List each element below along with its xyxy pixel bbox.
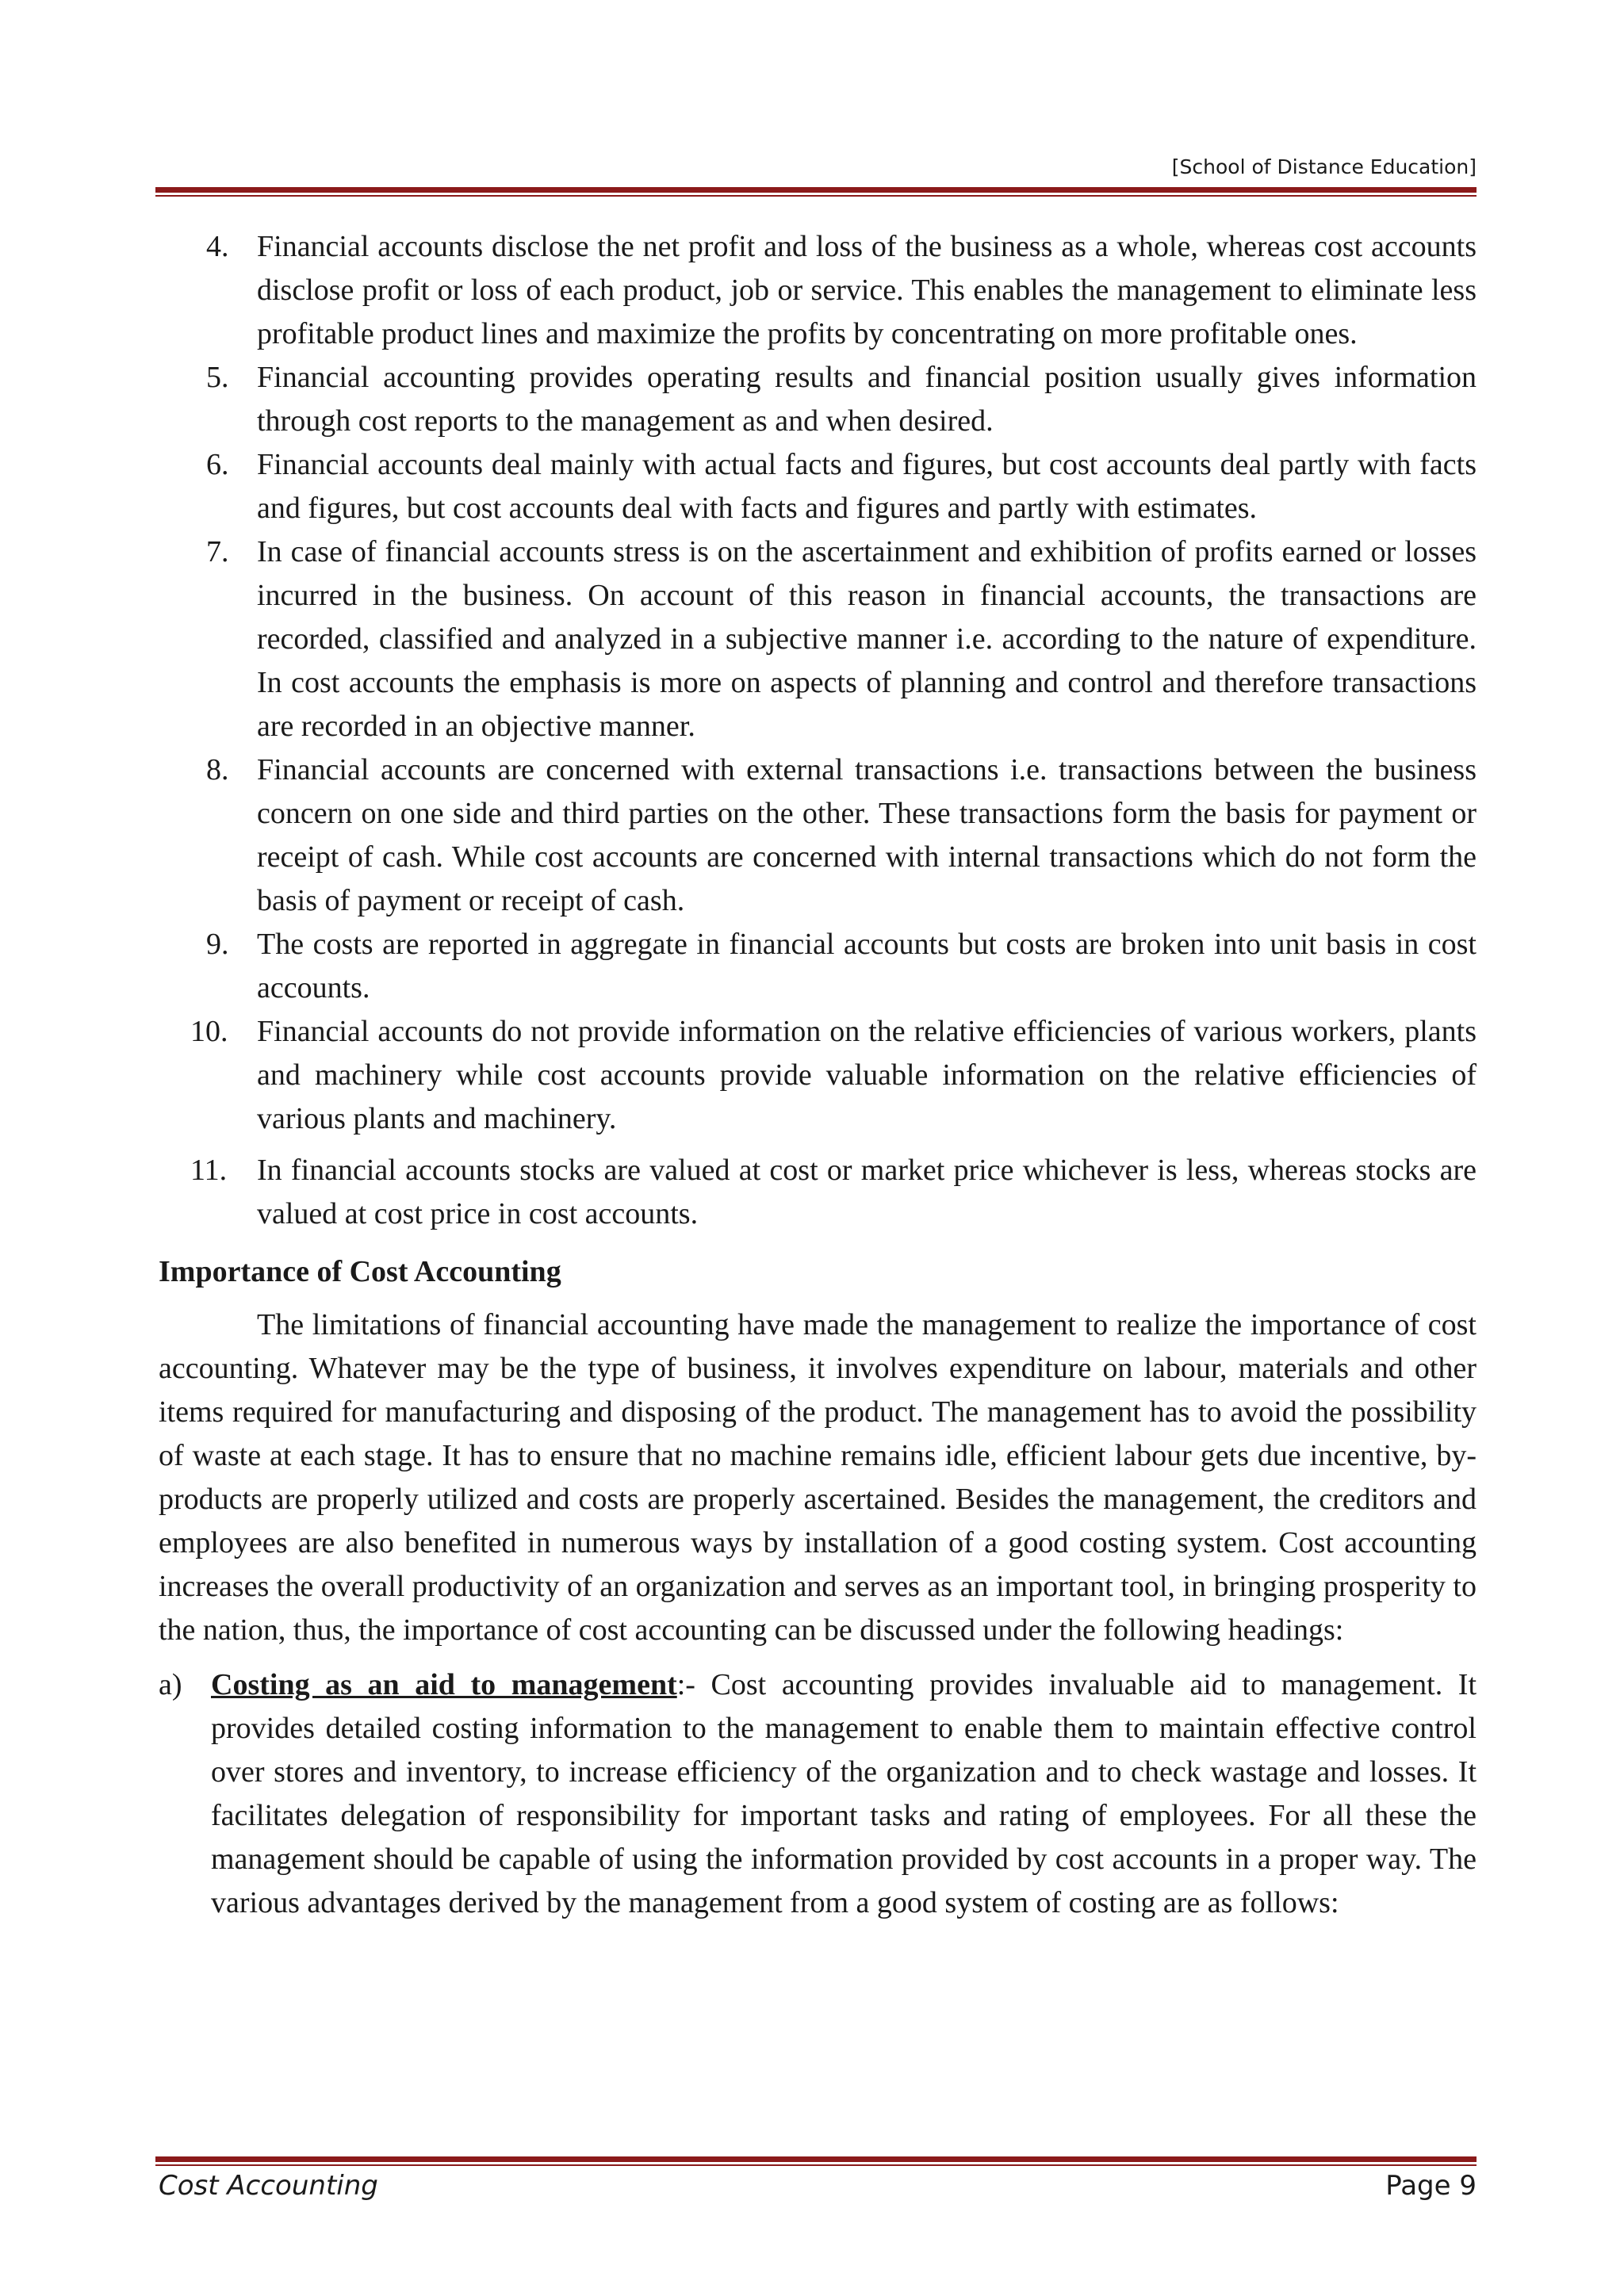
- lead-term: Costing as an aid to management: [211, 1668, 677, 1701]
- list-item: [159, 748, 1477, 923]
- list-number: 5.: [206, 361, 229, 394]
- numbered-list: [159, 225, 1477, 1236]
- page-body: [159, 225, 1477, 1925]
- list-number: 8.: [206, 753, 229, 786]
- list-item-text: Financial accounting provides operating results and financial position usually gives information through cost reports to the management as and when desired.: [257, 361, 1477, 438]
- list-item: [159, 356, 1477, 443]
- header-rule: [155, 187, 1477, 197]
- header-institution: [School of Distance Education]: [1171, 155, 1477, 178]
- list-item-text: In case of financial accounts stress is on the ascertainment and exhibition of profits earned or losses incurred in the business. On account of this reason in financial accounts, the transactions are recorded, classified and analyzed in a subjective manner i.e. according to the nature of expenditure. In cost accounts the emphasis is more on aspects of planning and control and therefore transactions are recorded in an objective manner.: [257, 535, 1477, 743]
- list-item: [159, 1663, 1477, 1925]
- list-number: 10.: [190, 1015, 228, 1048]
- list-item: [159, 443, 1477, 530]
- list-number: 9.: [206, 928, 229, 961]
- section-paragraph: The limitations of financial accounting have made the management to realize the importance of cost accounting. Whatever may be the type of business, it involves expenditure on labour, materials and other items required for manufacturing and disposing of the product. The management has to avoid the possibility of waste at each stage. It has to ensure that no machine remains idle, efficient labour gets due incentive, by-products are properly utilized and costs are properly ascertained. Besides the management, the creditors and employees are also benefited in numerous ways by installation of a good costing system. Cost accounting increases the overall productivity of an organization and serves as an important tool, in bringing prosperity to the nation, thus, the importance of cost accounting can be discussed under the following headings:: [159, 1308, 1477, 1647]
- list-marker: a): [159, 1668, 182, 1701]
- lettered-list: [159, 1663, 1477, 1925]
- list-item-text: Financial accounts disclose the net profit and loss of the business as a whole, whereas cost accounts disclose profit or loss of each product, job or service. This enables the management to eliminate less profitable product lines and maximize the profits by concentrating on more profitable ones.: [257, 230, 1477, 350]
- list-item: [159, 225, 1477, 356]
- list-item-text: The costs are reported in aggregate in financial accounts but costs are broken into unit basis in cost accounts.: [257, 928, 1477, 1004]
- list-item-text: In financial accounts stocks are valued at cost or market price whichever is less, whereas stocks are valued at cost price in cost accounts.: [257, 1154, 1477, 1230]
- footer-rule: [155, 2156, 1477, 2166]
- list-number: 6.: [206, 448, 229, 481]
- list-item: [159, 1010, 1477, 1141]
- list-number: 7.: [206, 535, 229, 568]
- page-number: Page 9: [1385, 2170, 1477, 2202]
- list-item-text: Financial accounts do not provide information on the relative efficiencies of various workers, plants and machinery while cost accounts provide valuable information on the relative efficiencies of various plants and machinery.: [257, 1015, 1477, 1135]
- list-item: [159, 1149, 1477, 1236]
- footer-title: Cost Accounting: [159, 2170, 378, 2202]
- list-item-text: Cost accounting provides invaluable aid to management. It provides detailed costing information to the management to enable them to maintain effective control over stores and inventory, to increase efficiency of the organization and to check wastage and losses. It facilitates delegation of responsibility for important tasks and rating of employees. For all these the management should be capable of using the information provided by cost accounts in a proper way. The various advantages derived by the management from a good system of costing are as follows:: [211, 1668, 1477, 1919]
- list-number: 4.: [206, 230, 229, 263]
- list-item-text: Financial accounts deal mainly with actual facts and figures, but cost accounts deal partly with facts and figures, but cost accounts deal with facts and figures and partly with estimates.: [257, 448, 1477, 525]
- list-number: 11.: [190, 1154, 228, 1187]
- term-separator: :-: [676, 1668, 695, 1701]
- list-item-text: Financial accounts are concerned with external transactions i.e. transactions between the business concern on one side and third parties on the other. These transactions form the basis for payment or receipt of cash. While cost accounts are concerned with internal transactions which do not form the basis of payment or receipt of cash.: [257, 753, 1477, 917]
- list-item: [159, 923, 1477, 1010]
- section-heading: Importance of Cost Accounting: [159, 1255, 561, 1288]
- list-item: [159, 530, 1477, 748]
